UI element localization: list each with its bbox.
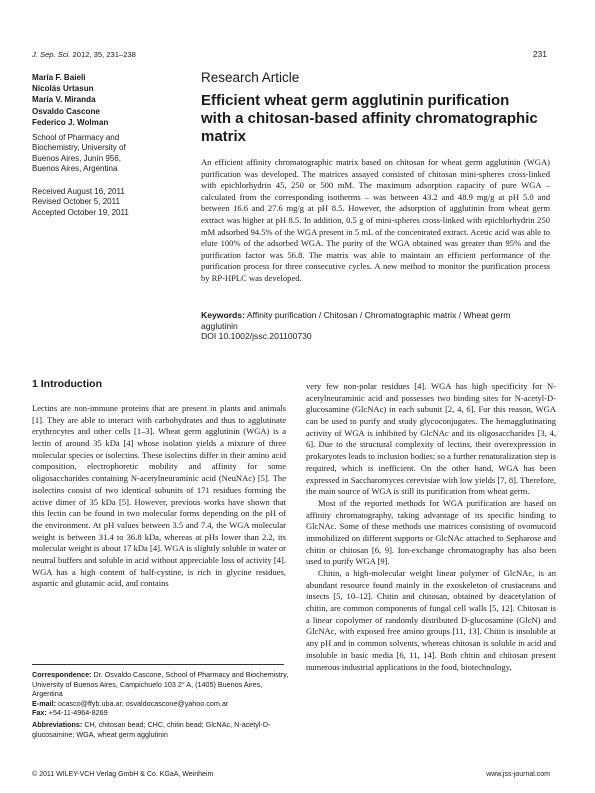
citation: 2012, 35, 231–238 [70,50,136,59]
fax-label: Fax: [32,708,47,718]
affiliation [32,133,182,175]
body-paragraph: Chitin, a high-molecular weight linear polymer of GlcNAc, is an abundant resource found mainly in the exoskeleton of crustaceans and insects [5, 10–12]. Chitin and chitosan, obtained by deacetylation of chitin, are common components of fungal cell walls [5, 12]. Chitosan is a linear copolymer of randomly distributed D-glucosamine (GlcN) and GlcNAc, with exposed free amino groups [11, 13]. Chitin is insoluble at any pH and in common solvents, whereas chitosan is soluble in acid and insoluble in basic media [6, 11, 14]. Both chitin and chitosan present numerous industrial applications in the food, biotechnology, [306,568,556,672]
author: María V. Miranda [32,95,96,105]
keywords [201,310,547,331]
article-title: Efficient wheat germ agglutinin purification with a chitosan-based affinity chromatographic matrix [201,92,538,146]
body-paragraph: very few non-polar residues [4]. WGA has high specificity for N-acetylneuraminic acid and possesses two binding sites for N-acetyl-D-glucosamine (GlcNAc) in each subunit [2, 4, 6]. For this reason, WGA can be used to purify and study glycoconjugates. The hemagglutinating activity of WGA is inhibited by GlcNAc and its oligosaccharides [3, 4, 6]. Due to the structural complexity of lectins, their overexpression in prokaryotes leads to inclusion bodies; so a further renaturalization step is required, which is inefficient. On the other hand, WGA has been expressed in Saccharomyces cerevisiae with low yields [7, 8]. Therefore, the main source of WGA is still its purification from wheat germ. [306,381,556,497]
journal-name: J. Sep. Sci. [32,50,71,59]
keywords-label: Keywords: [201,310,245,320]
abbreviations-note [32,720,287,739]
article-type: Research Article [201,70,300,85]
author-list [32,72,182,128]
article-dates [32,187,182,218]
fax-number: +54-11-4964-8269 [46,708,108,718]
correspondence-text: Dr. Osvaldo Cascone, School of Pharmacy and Biochemistry, University of Buenos Aires, Campichuelo 103 2° A, (1405) Buenos Aires, Argentina [32,670,289,699]
author: Nicolás Urtasun [32,84,94,94]
doi[interactable]: DOI 10.1002/jssc.201100730 [201,331,312,341]
received-date: Received August 16, 2011 [32,187,125,196]
abstract: An efficient affinity chromatographic matrix based on chitosan for wheat germ agglutinin (WGA) purification was developed. The matrices assayed consisted of chitosan mini-spheres cross-linked with epichlorhydrin 45, 250 or 500 mM. The maximum adsorption capacity of pure WGA – calculated from the corresponding isotherms – was between 43.2 and 48.9 mg/g at pH 5.0 and between 16.6 and 27.6 mg/g at pH 8.5. However, the adsorption of agglutinin from wheat germ extract was higher at pH 8.5. In addition, 0.5 g of mini-spheres cross-linked with epichlorhydrin 250 mM adsorbed 94.5% of the WGA present in 5 mL of the concentrated extract. Acetic acid was able to elute 100% of the adsorbed WGA. The purity of the WGA obtained was greater than 95% and the purification factor was 56.8. The matrix was able to maintain an efficient performance of the purification process for three consecutive cycles. A new method to monitor the purification process by RP-HPLC was developed. [201,157,550,283]
journal-url[interactable]: www.jss-journal.com [486,771,550,778]
running-header [32,50,136,59]
keywords-text: Affinity purification / Chitosan / Chromatographic matrix / Wheat germ agglutinin [201,310,511,331]
accepted-date: Accepted October 19, 2011 [32,207,129,217]
abbreviations-label: Abbreviations: [32,720,83,729]
page-number: 231 [532,49,547,59]
email-label: E-mail: [32,698,56,708]
footnote-divider [32,664,284,665]
introduction-paragraph: Lectins are non-immune proteins that are present in plants and animals [1]. They are able to interact with carbohydrates and thus to agglutinate erythrocytes and other cells [1–3]. Wheat germ agglutinin (WGA) is a lectin of around 35 kDa [4] whose isolation yields a mixture of three molecular species or isolectins. These isolectins differ in their amino acid composition, electrophoretic mobility and affinity for some oligosaccharides containing N-acetylneuraminic acid (NeuNAc) [5]. The isolectins consist of two identical subunits of 171 residues forming the active dimer of 35 kDa [5]. However, previous works have shown that this lectin can be found in two molecular forms depending on the pH of the environment. At pH values between 3.5 and 7.4, the WGA molecular weight is between 31.4 to 36.8 kDa, whereas at pHs lower than 2.2, its molecular weight is about 17 kDa [4]. WGA is slightly soluble in water or neutral buffers and soluble in acid without appreciable loss of activity [4]. WGA has a high content of half-cystine, is rich in glycine residues, aspartic and glutamic acid, and contains [32,403,286,589]
correspondence-note [32,670,292,718]
affiliation-line: School of Pharmacy and [32,133,120,142]
email-address[interactable]: ocasco@ffyb.uba.ar; osvaldocascone@yahoo.com.ar [55,698,229,708]
affiliation-line: Buenos Aires, Argentina [32,164,118,174]
author: María F. Baieli [32,73,86,82]
affiliation-line: Biochemistry, University of [32,143,126,153]
author: Federico J. Wolman [32,117,109,127]
section-heading-introduction: 1 Introduction [32,378,102,390]
affiliation-line: Buenos Aires, Junín 956, [32,153,121,163]
right-column [306,381,556,673]
abbreviations-text: CH, chitosan bead; CHC, chitin bead; GlcNAc, N-acetyl-D-glucosamine; WGA, wheat germ agglutinin [32,720,271,739]
author: Osvaldo Cascone [32,106,100,116]
copyright-footer: © 2011 WILEY-VCH Verlag GmbH & Co. KGaA, Weinheim [32,771,214,778]
body-paragraph: Most of the reported methods for WGA purification are based on affinity chromatography, taking advantage of its specific binding to GlcNAc. Some of these methods use matrices consisting of ovomucoid immobilized on different supports or GlcNAc attached to Sepharose and chitin or chitosan [6, 9]. Ion-exchange chromatography has also been used to purify WGA [9]. [306,497,556,567]
correspondence-label: Correspondence: [32,670,92,679]
revised-date: Revised October 5, 2011 [32,197,120,207]
